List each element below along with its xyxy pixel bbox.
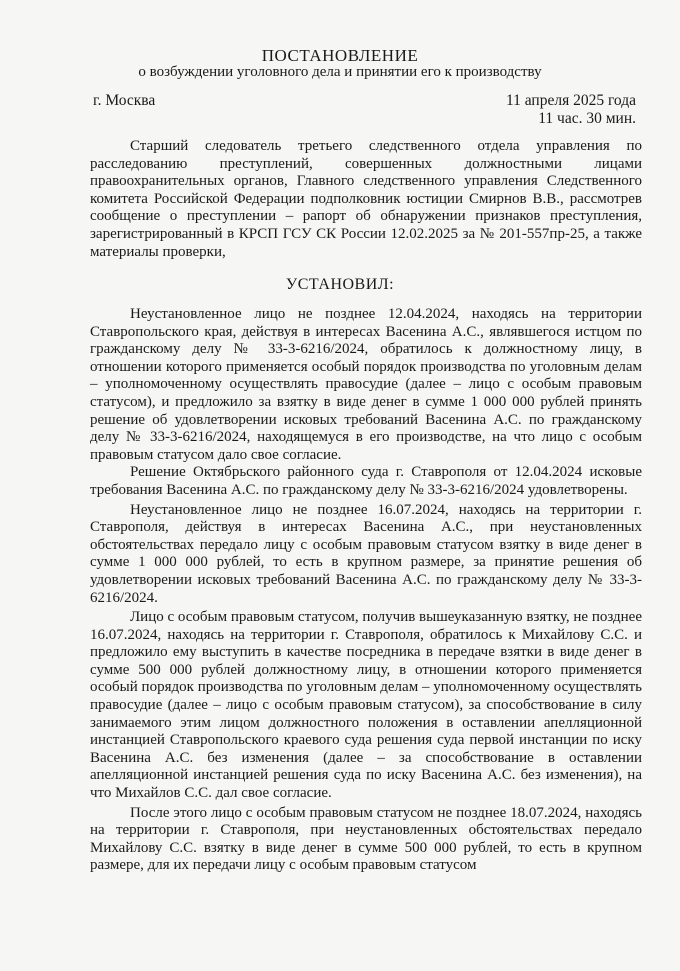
paragraph: Лицо с особым правовым статусом, получив вышеуказанную взятку, не позднее 16.07.2024, находясь на территории г. Ставрополя, обратилось к Михайлову С.С. и предложило ему выступить в качестве посредника в передаче взятки в виде денег в сумме 500 000 рублей должностному лицу, в отношении которого применяется особый порядок производства по уголовным делам – уполномоченному осуществлять правосудие (далее – лицо с особым правовым статусом), за способствование в силу занимаемого этим лицом должностного положения в оставлении апелляционной инстанцией Ставропольского краевого суда решения суда первой инстанции по иску Васенина А.С. без изменения (далее – за способствование в оставлении апелляционной инстанцией решения суда по иску Васенина А.С. без изменения), на что Михайлов С.С. дал свое согласие.: [90, 609, 642, 802]
main-text: [90, 306, 642, 875]
document-subtitle: о возбуждении уголовного дела и принятии его к производству: [138, 64, 542, 80]
paragraph: После этого лицо с особым правовым статусом не позднее 18.07.2024, находясь на территории г. Ставрополя, при неустановленных обстоятельствах передало Михайлову С.С. взятку в виде денег в сумме 500 000 рублей, то есть в крупном размере, для их передачи лицу с особым правовым статусом: [90, 804, 642, 874]
section-heading: УСТАНОВИЛ:: [285, 276, 395, 293]
paragraph: Неустановленное лицо не позднее 16.07.2024, находясь на территории г. Ставрополя, действуя в интересах Васенина А.С., при неустановленных обстоятельствах передало лицу с особым правовым статусом взятку в виде денег в сумме 1 000 000 рублей, то есть в крупном размере, за принятие решения об удовлетворении исковых требований Васенина А.С. по гражданскому делу № 33-3-6216/2024.: [90, 501, 642, 606]
paragraph: Решение Октябрьского районного суда г. Ставрополя от 12.04.2024 исковые требования Васенина А.С. по гражданскому делу № 33-3-6216/2024 удовлетворены.: [90, 464, 642, 498]
intro-paragraph: Старший следователь третьего следственного отдела управления по расследованию преступлений, совершенных должностными лицами правоохранительных органов, Главного следственного управления Следственного комитета Российской Федерации подполковник юстиции Смирнов В.В., рассмотрев сообщение о преступлении – рапорт об обнаружении признаков преступления, зарегистрированный в КРСП ГСУ СК России 12.02.2025 за № 201-557пр-25, а также материалы проверки,: [90, 138, 642, 260]
document-date-block: [506, 92, 636, 128]
document-time: 11 час. 30 мин.: [538, 110, 636, 127]
document-city: г. Москва: [93, 92, 156, 109]
document-title: ПОСТАНОВЛЕНИЕ: [261, 46, 419, 65]
document-date: 11 апреля 2025 года: [505, 92, 636, 109]
intro-block: [90, 138, 642, 261]
paragraph: Неустановленное лицо не позднее 12.04.2024, находясь на территории Ставропольского края, действуя в интересах Васенина А.С., являвшегося истцом по гражданскому делу № 33-3-6216/2024, обратилось к должностному лицу, в отношении которого применяется особый порядок производства по уголовным делам – уполномоченному осуществлять правосудие (далее – лицо с особым правовым статусом), и предложило за взятку в виде денег в сумме 1 000 000 рублей принять решение об удовлетворении исковых требований Васенина А.С. по гражданскому делу № 33-3-6216/2024, находящемуся в его производстве, на что лицо с особым правовым статусом дало свое согласие.: [90, 306, 642, 463]
